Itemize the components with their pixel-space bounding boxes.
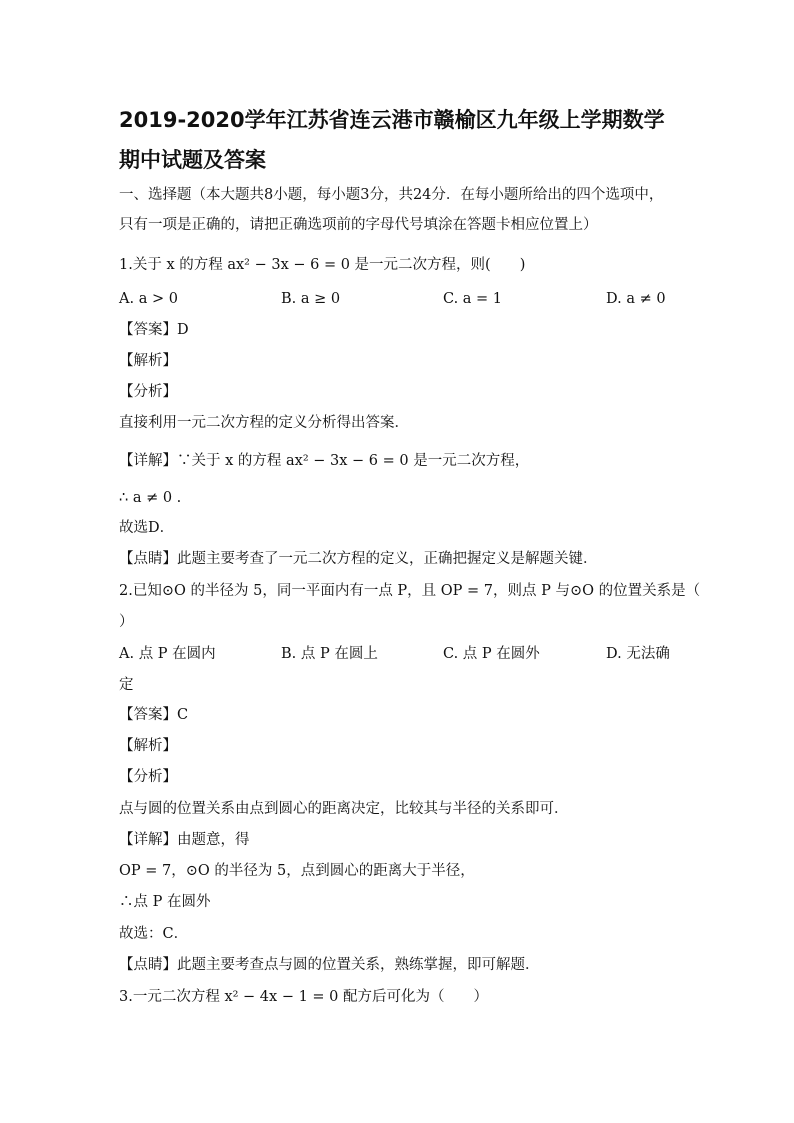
q2-fenxi-label: 【分析】 (119, 769, 177, 785)
document-title: 2019-2020学年江苏省连云港市赣榆区九年级上学期数学期中试题及答案 (119, 108, 665, 172)
q2-answer: 【答案】C (119, 707, 189, 723)
section-header: 一、选择题（本大题共8小题，每小题3分，共24分．在每小题所给出的四个选项中，只有一项是正确的，请把正确选项前的字母代号填涂在答题卡相应位置上） (119, 187, 664, 233)
q1-comment: 【点睛】此题主要考查了一元二次方程的定义，正确把握定义是解题关键． (119, 551, 598, 567)
q2-detail: 【详解】由题意，得 (119, 832, 250, 848)
q2-option-d-cont: 定 (119, 677, 134, 693)
q1-jiexi-label: 【解析】 (119, 353, 177, 369)
q1-step1: ∴ a ≠ 0 . (119, 490, 182, 506)
q1-conclusion: 故选D． (119, 520, 175, 536)
q2-option-c: C. 点 P 在圆外 (443, 646, 540, 662)
q2-step2: ∴点 P 在圆外 (119, 894, 211, 910)
q1-stem: 1.关于 x 的方程 ax² − 3x − 6 = 0 是一元二次方程，则( ) (119, 257, 526, 273)
q2-option-b: B. 点 P 在圆上 (281, 646, 378, 662)
q1-option-d: D. a ≠ 0 (606, 291, 666, 307)
q2-step1: OP = 7，⊙O 的半径为 5，点到圆心的距离大于半径， (119, 863, 475, 879)
q2-comment: 【点睛】此题主要考查点与圆的位置关系，熟练掌握，即可解题． (119, 957, 540, 973)
q2-jiexi-label: 【解析】 (119, 738, 177, 754)
q2-conclusion: 故选：C． (119, 926, 189, 942)
q1-fenxi-text: 直接利用一元二次方程的定义分析得出答案． (119, 415, 409, 431)
q2-stem-line2: ） (119, 614, 134, 630)
q1-option-a: A. a > 0 (119, 291, 178, 307)
q1-detail: 【详解】∵关于 x 的方程 ax² − 3x − 6 = 0 是一元二次方程， (119, 453, 530, 469)
q1-fenxi-label: 【分析】 (119, 384, 177, 400)
q1-option-b: B. a ≥ 0 (281, 291, 341, 307)
q2-option-d: D. 无法确 (606, 646, 670, 662)
q2-stem-line1: 2.已知⊙O 的半径为 5，同一平面内有一点 P，且 OP = 7，则点 P 与⊙O 的位置关系是（ (119, 583, 701, 599)
q2-fenxi-text: 点与圆的位置关系由点到圆心的距离决定，比较其与半径的关系即可． (119, 801, 569, 817)
q1-answer: 【答案】D (119, 322, 189, 338)
q2-option-a: A. 点 P 在圆内 (119, 646, 216, 662)
q1-option-c: C. a = 1 (443, 291, 503, 307)
q3-stem: 3.一元二次方程 x² − 4x − 1 = 0 配方后可化为（ ） (119, 989, 488, 1005)
